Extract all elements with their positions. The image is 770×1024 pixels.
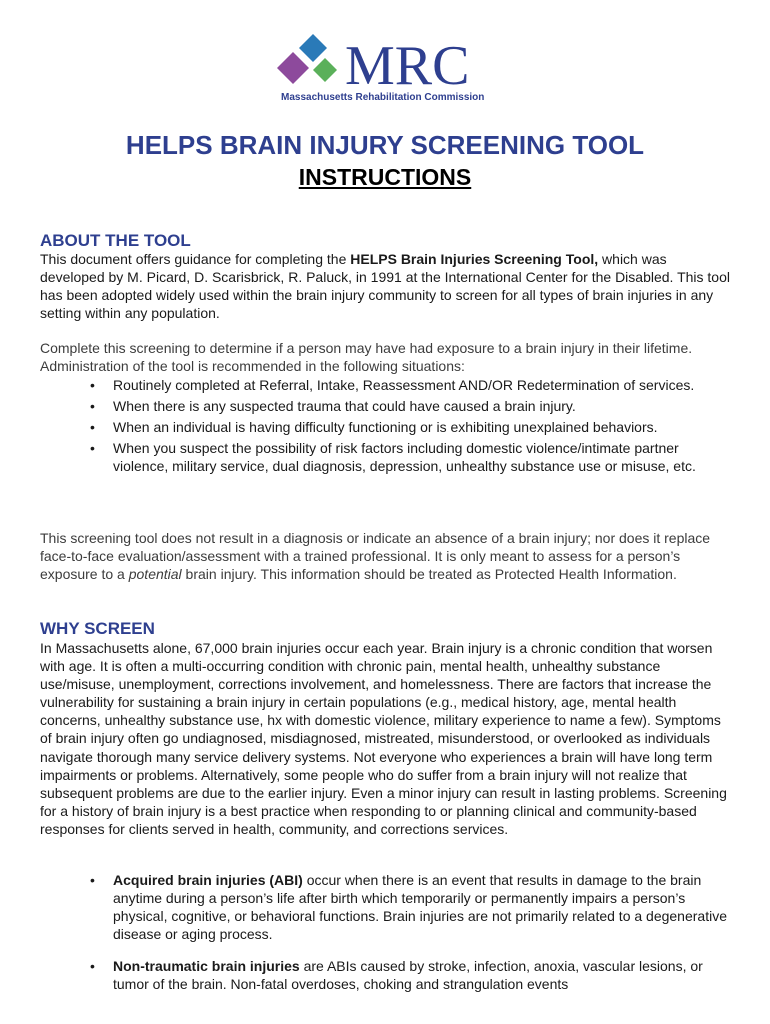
about-p1-text: This document offers guidance for completing the [40, 251, 351, 267]
about-paragraph-2: Complete this screening to determine if a person may have had exposure to a brain injury in their lifetime. Administration of the tool is recommended in the following situations: [40, 340, 693, 375]
page-title: HELPS BRAIN INJURY SCREENING TOOL [125, 130, 645, 160]
about-heading: ABOUT THE TOOL [40, 231, 191, 250]
why-paragraph: In Massachusetts alone, 67,000 brain injuries occur each year. Brain injury is a chronic condition that worsen with age. It is often a multi-occurring condition with chronic pain, mental health, unhealthy substance use/misuse, unemployment, corrections involvement, and homelessness. There are factors that increase the vulnerability for sustaining a brain injury in certain populations (e.g., medical history, age, mental health concerns, unhealthy substance use, hx with domestic violence, military experience to name a few). Symptoms of brain injury often go undiagnosed, misdiagnosed, mistreated, misunderstood, or overlooked as individuals navigate thorough many service delivery systems. Not everyone who experiences a brain will have long term impairments or problems. Alternatively, some people who do suffer from a brain injury will not realize that subsequent problems are due to the earlier injury. Even a minor injury can result in lasting problems. Screening for a history of brain injury is a best practice when responding to or planning clinical and community-based responses for clients served in health, community, and corrections services. [40, 640, 727, 837]
definition-text: are ABIs caused by stroke, infection, anoxia, vascular lesions, or tumor of the brain. Non-fatal overdoses, choking and strangulation events [113, 958, 703, 993]
mrc-logo [275, 32, 505, 104]
about-paragraph-1 [40, 250, 730, 322]
definition-text: occur when there is an event that results in damage to the brain anytime during a person’s life after birth which temporarily or permanently impairs a person’s physical, cognitive, or behavioral functions. Brain injuries are not primarily related to a degenerative disease or aging process. [113, 872, 727, 943]
page-subtitle: INSTRUCTIONS [298, 164, 472, 190]
list-item: • When there is any suspected trauma that could have caused a brain injury. [40, 397, 730, 415]
about-p3-text: This screening tool does not result in a diagnosis or indicate an absence of a brain injury; nor does it replace face-to-face evaluation/assessment with a trained professional. It is only meant to assess for a person’s exposure to a [40, 530, 711, 583]
list-item: • When you suspect the possibility of risk factors including domestic violence/intimate partner violence, military service, dual diagnosis, depression, unhealthy substance use or misuse, etc. [40, 439, 730, 475]
definitions-list [40, 871, 730, 1008]
about-p1-tool-name: HELPS Brain Injuries Screening Tool, [350, 251, 599, 267]
mrc-diamond-icon [275, 32, 347, 96]
definition-term: Non-traumatic brain injuries [113, 958, 300, 975]
about-paragraph-3 [40, 529, 730, 583]
list-item: • Routinely completed at Referral, Intake, Reassessment AND/OR Redetermination of services. [40, 376, 730, 394]
why-heading: WHY SCREEN [40, 619, 155, 638]
list-item: • When an individual is having difficulty functioning or is exhibiting unexplained behaviors. [40, 418, 730, 436]
list-item [40, 871, 730, 943]
about-p3-text-end: brain injury. This information should be treated as Protected Health Information. [181, 566, 677, 583]
logo-org-name: Massachusetts Rehabilitation Commission [281, 92, 485, 103]
logo-wordmark: MRC [345, 35, 470, 97]
about-p3-emphasis: potential [128, 566, 182, 583]
situations-list [40, 376, 730, 478]
list-item [40, 957, 730, 993]
about-p1-text-end: which was developed by M. Picard, D. Scarisbrick, R. Paluck, in 1991 at the International Center for the Disabled. This tool has been adopted widely used within the brain injury community to screen for all types of brain injuries in any setting within any population. [40, 251, 730, 322]
definition-term: Acquired brain injuries (ABI) [113, 872, 303, 888]
